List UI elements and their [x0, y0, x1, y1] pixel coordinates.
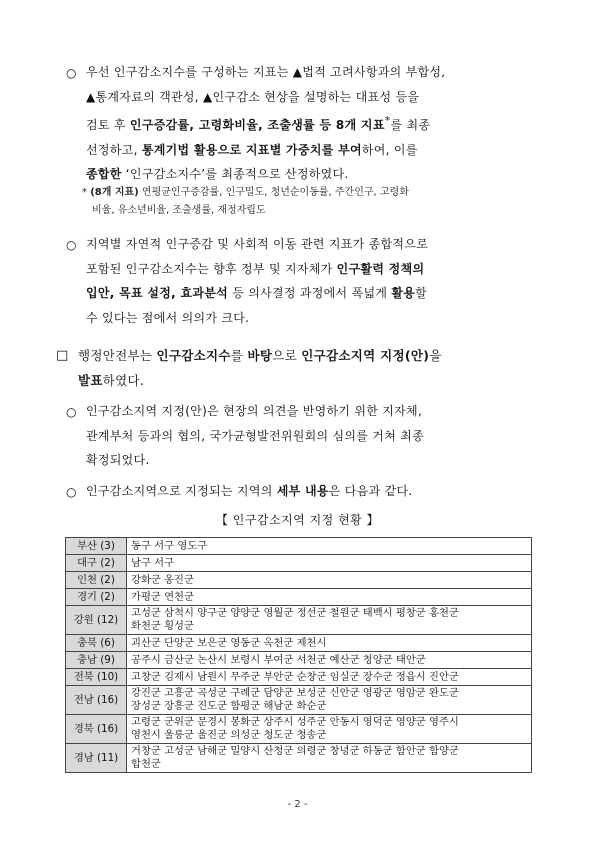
- p3-line1: 행정안전부는 인구감소지수를 바탕으로 인구감소지역 지정(안)을: [78, 348, 442, 363]
- region-name-cell: 전남 (16): [66, 686, 127, 715]
- area-line: 동구 서구 영도구: [131, 539, 208, 552]
- table-row: [66, 652, 532, 669]
- area-line: 고령군 군위군 문경시 봉화군 상주시 성주군 안동시 영덕군 영양군 영주시: [131, 716, 459, 728]
- table-row: [66, 606, 532, 635]
- area-line: 합천군: [131, 758, 161, 770]
- region-areas-cell: [127, 555, 532, 572]
- area-line: 거창군 고성군 남해군 밀양시 산청군 의령군 창녕군 하동군 함안군 함양군: [131, 745, 459, 757]
- region-name-cell: 인천 (2): [66, 572, 127, 589]
- square-bullet: □: [56, 348, 69, 363]
- area-line: 장성군 장흥군 진도군 함평군 해남군 화순군: [131, 700, 327, 712]
- region-name-cell: 경북 (16): [66, 715, 127, 744]
- paragraph-details-intro: [86, 479, 536, 504]
- bullet-1: ○: [66, 66, 77, 80]
- footnote-8-indicators: [82, 184, 542, 220]
- table-row: [66, 589, 532, 606]
- area-line: 영천시 울릉군 울진군 의성군 청도군 청송군: [131, 729, 327, 741]
- p4-line2: 관계부처 등과의 협의, 국가균형발전위원회의 심의를 거쳐 최종: [86, 428, 424, 443]
- region-name-cell: 경남 (11): [66, 744, 127, 773]
- area-line: 고성군 삼척시 양구군 양양군 영월군 정선군 철원군 태백시 평창군 홍천군: [131, 607, 459, 619]
- paragraph-consultation: [86, 399, 536, 473]
- region-areas-cell: [127, 744, 532, 773]
- p1-line3: 검토 후 인구증감률, 고령화비율, 조출생률 등 8개 지표*를 최종: [86, 114, 431, 132]
- region-areas-cell: [127, 589, 532, 606]
- region-areas-cell: [127, 652, 532, 669]
- region-name-cell: 대구 (2): [66, 555, 127, 572]
- region-areas-cell: [127, 606, 532, 635]
- footnote-line2: 비율, 유소년비율, 조출생률, 재정자립도: [92, 205, 266, 216]
- bullet-2: ○: [66, 238, 77, 252]
- region-areas-cell: [127, 669, 532, 686]
- region-name-cell: 부산 (3): [66, 538, 127, 555]
- table-row: [66, 669, 532, 686]
- footnote-line1: * (8개 지표) 연평균인구증감률, 인구밀도, 청년순이동률, 주간인구, 고령화: [82, 187, 409, 198]
- area-line: 화천군 횡성군: [131, 620, 194, 632]
- region-name-cell: 충북 (6): [66, 635, 127, 652]
- region-name-cell: 경기 (2): [66, 589, 127, 606]
- table-row: [66, 715, 532, 744]
- area-line: 남구 서구: [131, 556, 175, 569]
- p4-line3: 확정되었다.: [86, 453, 150, 467]
- table-title: 【 인구감소지역 지정 현황 】: [215, 513, 380, 527]
- table-row: [66, 635, 532, 652]
- p2-line2: 포함된 인구감소지수는 향후 정부 및 지자체가 인구활력 정책의: [86, 261, 425, 276]
- bullet-5: ○: [66, 485, 77, 499]
- area-line: 괴산군 단양군 보은군 영동군 옥천군 제천시: [131, 636, 327, 649]
- area-line: 고창군 김제시 남원시 무주군 부안군 순창군 임실군 장수군 정읍시 진안군: [131, 670, 459, 683]
- table-row: [66, 538, 532, 555]
- region-areas-cell: [127, 635, 532, 652]
- table-row: [66, 572, 532, 589]
- p1-line2: ▲통계자료의 객관성, ▲인구감소 현상을 설명하는 대표성 등을: [86, 89, 420, 104]
- region-areas-cell: [127, 538, 532, 555]
- region-name-cell: 강원 (12): [66, 606, 127, 635]
- region-table: [65, 537, 532, 773]
- p5-line1: 인구감소지역으로 지정되는 지역의 세부 내용은 다음과 같다.: [86, 484, 413, 498]
- region-name-cell: 전북 (10): [66, 669, 127, 686]
- paragraph-indicator-composition: [86, 60, 536, 187]
- p2-line3: 입안, 목표 설정, 효과분석 등 의사결정 과정에서 폭넓게 활용할: [86, 286, 428, 300]
- table-row: [66, 686, 532, 715]
- p4-line1: 인구감소지역 지정(안)은 현장의 의견을 반영하기 위한 지자체,: [86, 404, 423, 418]
- p1-line5: 종합한 ‘인구감소지수’를 최종적으로 산정하였다.: [86, 167, 349, 181]
- table-row: [66, 555, 532, 572]
- p1-line1: 우선 인구감소지수를 구성하는 지표는 ▲법적 고려사항과의 부합성,: [86, 65, 446, 79]
- area-line: 가평군 연천군: [131, 590, 194, 603]
- p3-line2: 발표하였다.: [78, 373, 145, 388]
- p2-line4: 수 있다는 점에서 의의가 크다.: [86, 310, 250, 325]
- table-row: [66, 744, 532, 773]
- area-line: 강진군 고흥군 곡성군 구례군 담양군 보성군 신안군 영광군 영암군 완도군: [131, 687, 459, 699]
- page-number: - 2 -: [287, 799, 308, 810]
- p2-line1: 지역별 자연적 인구증감 및 사회적 이동 관련 지표가 종합적으로: [86, 237, 429, 251]
- area-line: 공주시 금산군 논산시 보령시 부여군 서천군 예산군 청양군 태안군: [131, 653, 426, 666]
- paragraph-designation-announcement: [78, 343, 538, 393]
- region-areas-cell: [127, 686, 532, 715]
- region-areas-cell: [127, 572, 532, 589]
- region-name-cell: 충남 (9): [66, 652, 127, 669]
- area-line: 강화군 옹진군: [131, 573, 194, 586]
- p1-line4: 선정하고, 통계기법 활용으로 지표별 가중치를 부여하여, 이를: [86, 142, 418, 157]
- paragraph-index-significance: [86, 232, 536, 330]
- bullet-4: ○: [66, 405, 77, 419]
- region-areas-cell: [127, 715, 532, 744]
